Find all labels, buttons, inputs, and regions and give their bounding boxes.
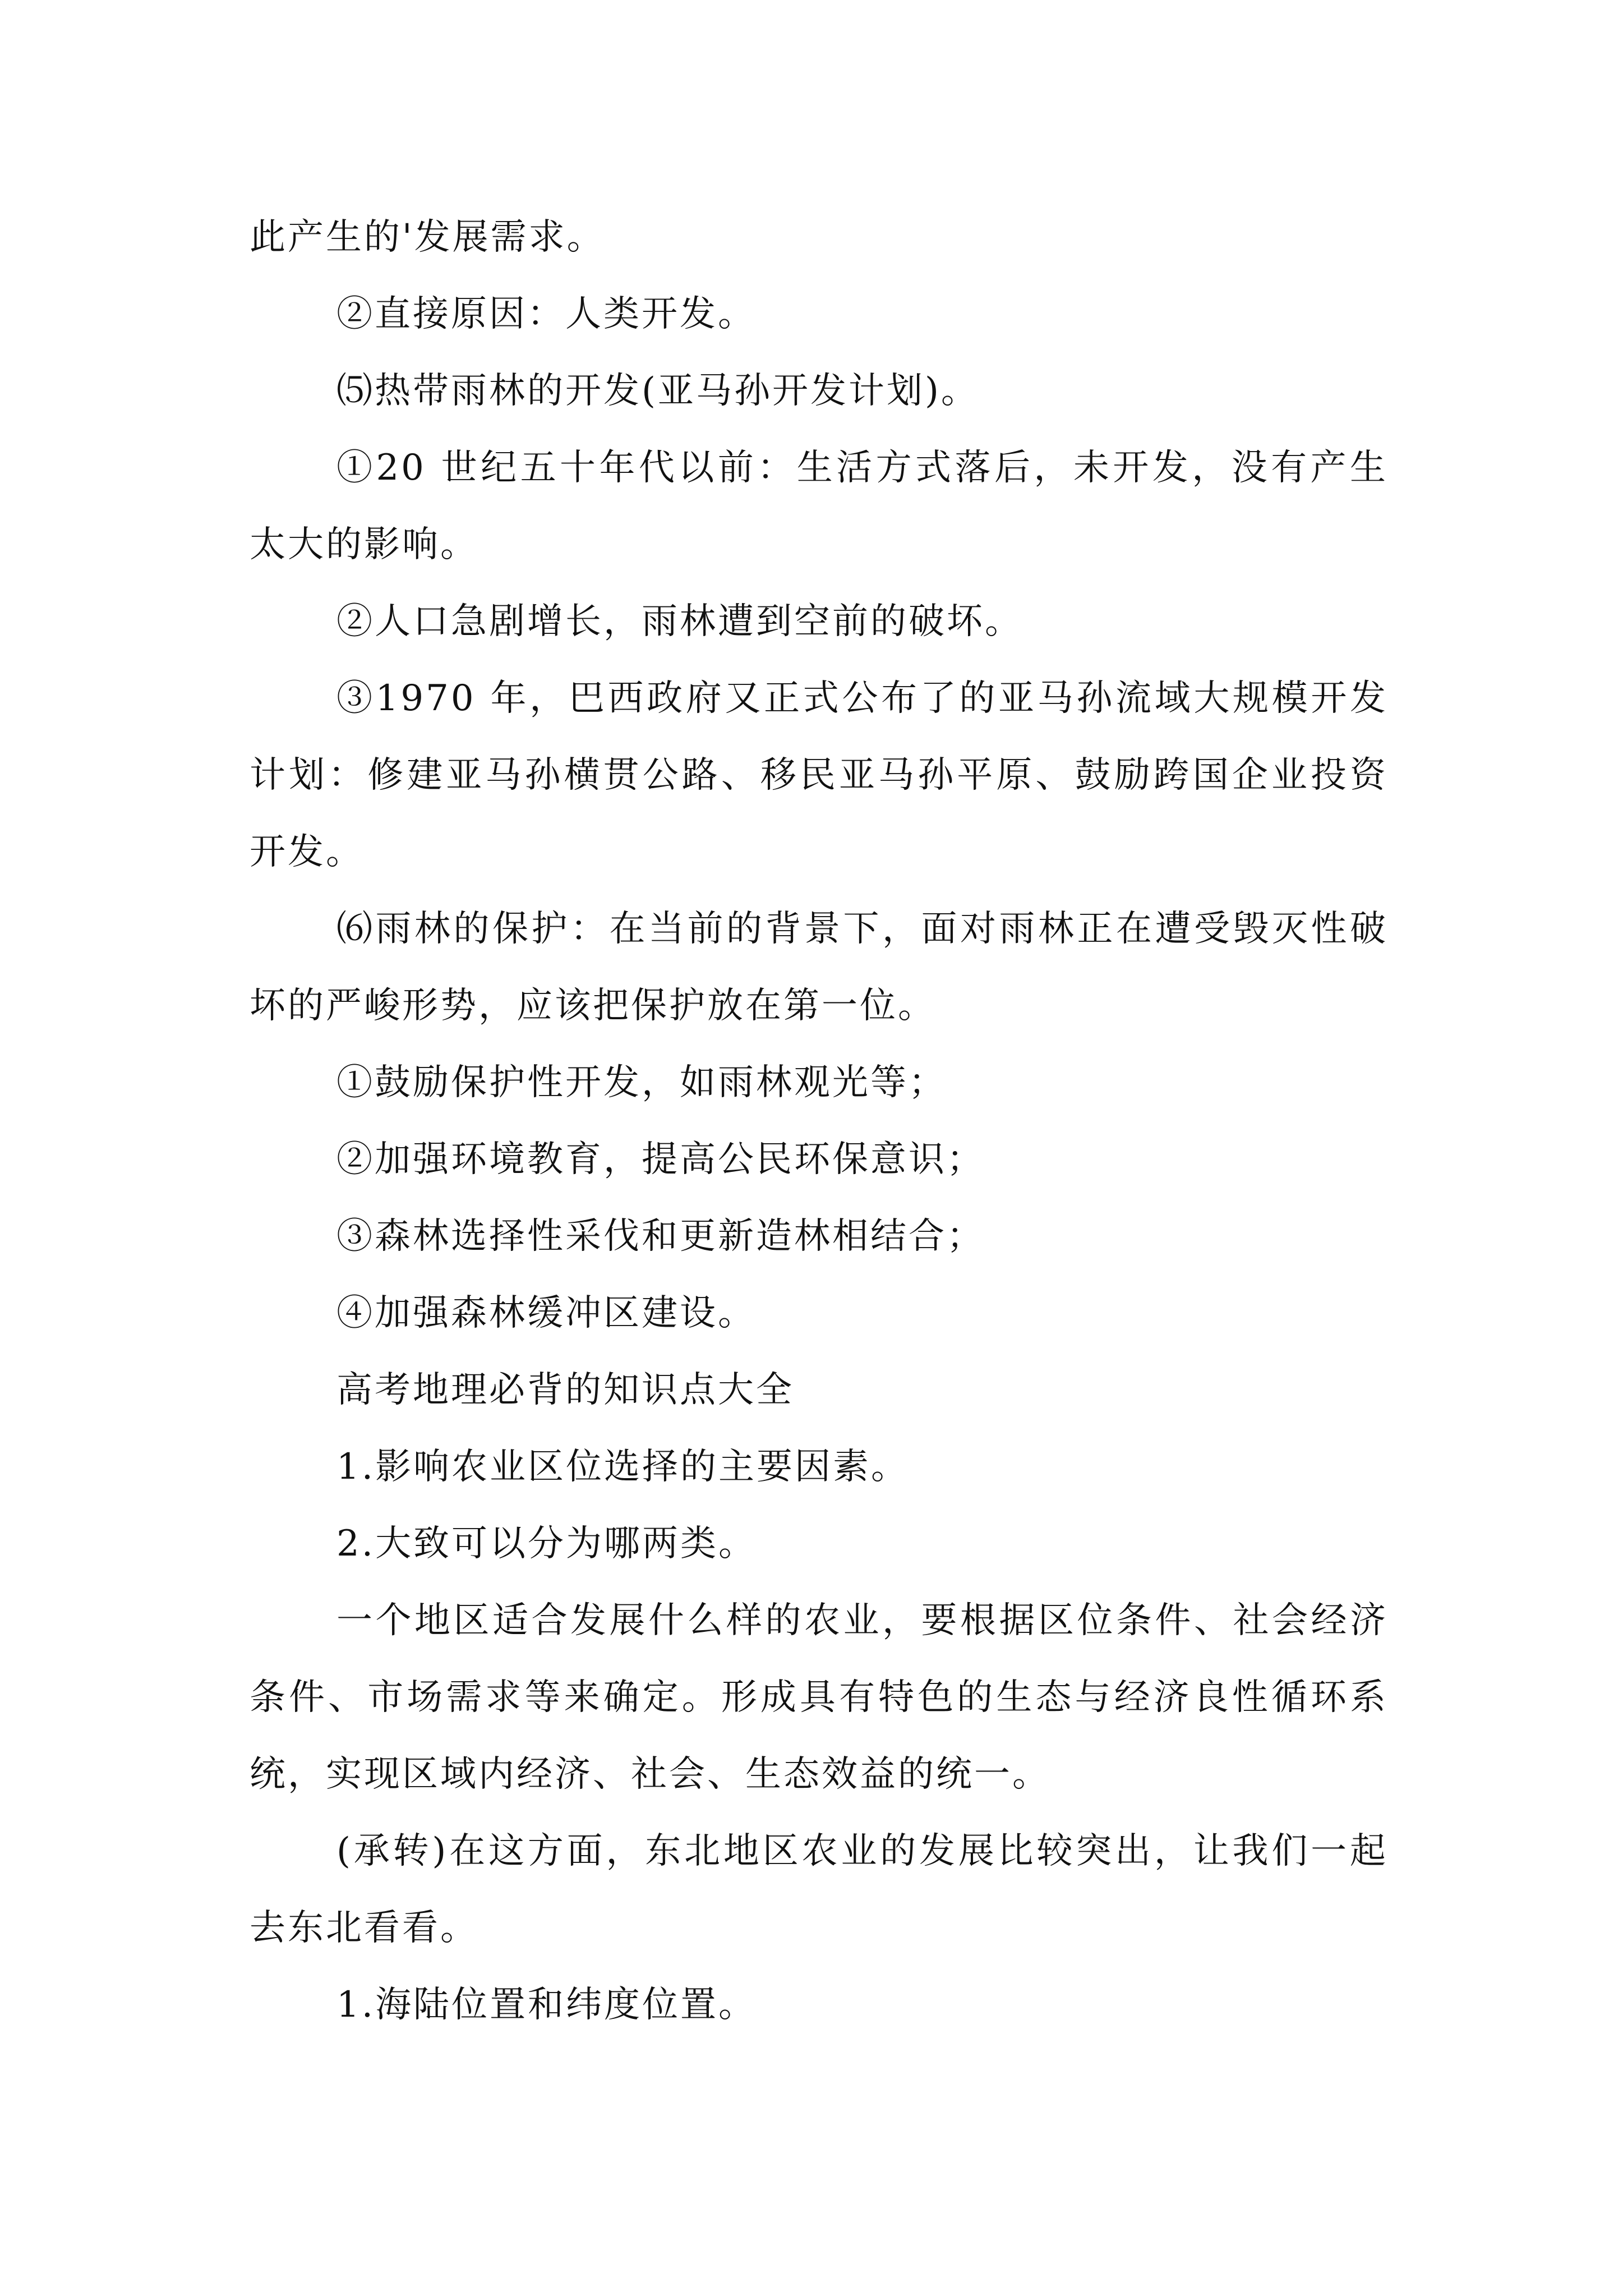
paragraph-9: ③森林选择性采伐和更新造林相结合；: [336, 1216, 985, 1257]
paragraph-10: ④加强森林缓冲区建设。: [336, 1292, 756, 1334]
section-heading: 高考地理必背的知识点大全: [336, 1369, 794, 1411]
paragraph-5: ③1970 年，巴西政府又正式公布了的亚马孙流域大规模开发计划：修建亚马孙横贯公路、移民亚马孙平原、鼓励跨国企业投资开发。: [250, 678, 1388, 873]
paragraph-12: 1.影响农业区位选择的主要因素。: [336, 1446, 910, 1488]
paragraph-14: 一个地区适合发展什么样的农业，要根据区位条件、社会经济条件、市场需求等来确定。形成具有特色的生态与经济良性循环系统，实现区域内经济、社会、生态效益的统一。: [250, 1600, 1388, 1795]
paragraph-6: ⑹雨林的保护：在当前的背景下，面对雨林正在遭受毁灭性破坏的严峻形势，应该把保护放在第一位。: [250, 908, 1388, 1027]
paragraph-16: 1.海陆位置和纬度位置。: [336, 1984, 757, 2026]
paragraph-3: ①20 世纪五十年代以前：生活方式落后，未开发，没有产生太大的影响。: [250, 447, 1388, 565]
paragraph-7: ①鼓励保护性开发，如雨林观光等；: [336, 1062, 947, 1103]
paragraph-8: ②加强环境教育，提高公民环保意识；: [336, 1139, 985, 1180]
document-body: [250, 199, 1388, 2044]
paragraph-13: 2.大致可以分为哪两类。: [336, 1523, 757, 1565]
paragraph-15: (承转)在这方面，东北地区农业的发展比较突出，让我们一起去东北看看。: [250, 1830, 1388, 1949]
paragraph-1: ②直接原因：人类开发。: [336, 293, 756, 335]
paragraph-4: ②人口急剧增长，雨林遭到空前的破坏。: [336, 601, 1023, 642]
paragraph-0: 此产生的'发展需求。: [250, 217, 605, 258]
paragraph-2: ⑸热带雨林的开发(亚马孙开发计划)。: [336, 370, 979, 412]
